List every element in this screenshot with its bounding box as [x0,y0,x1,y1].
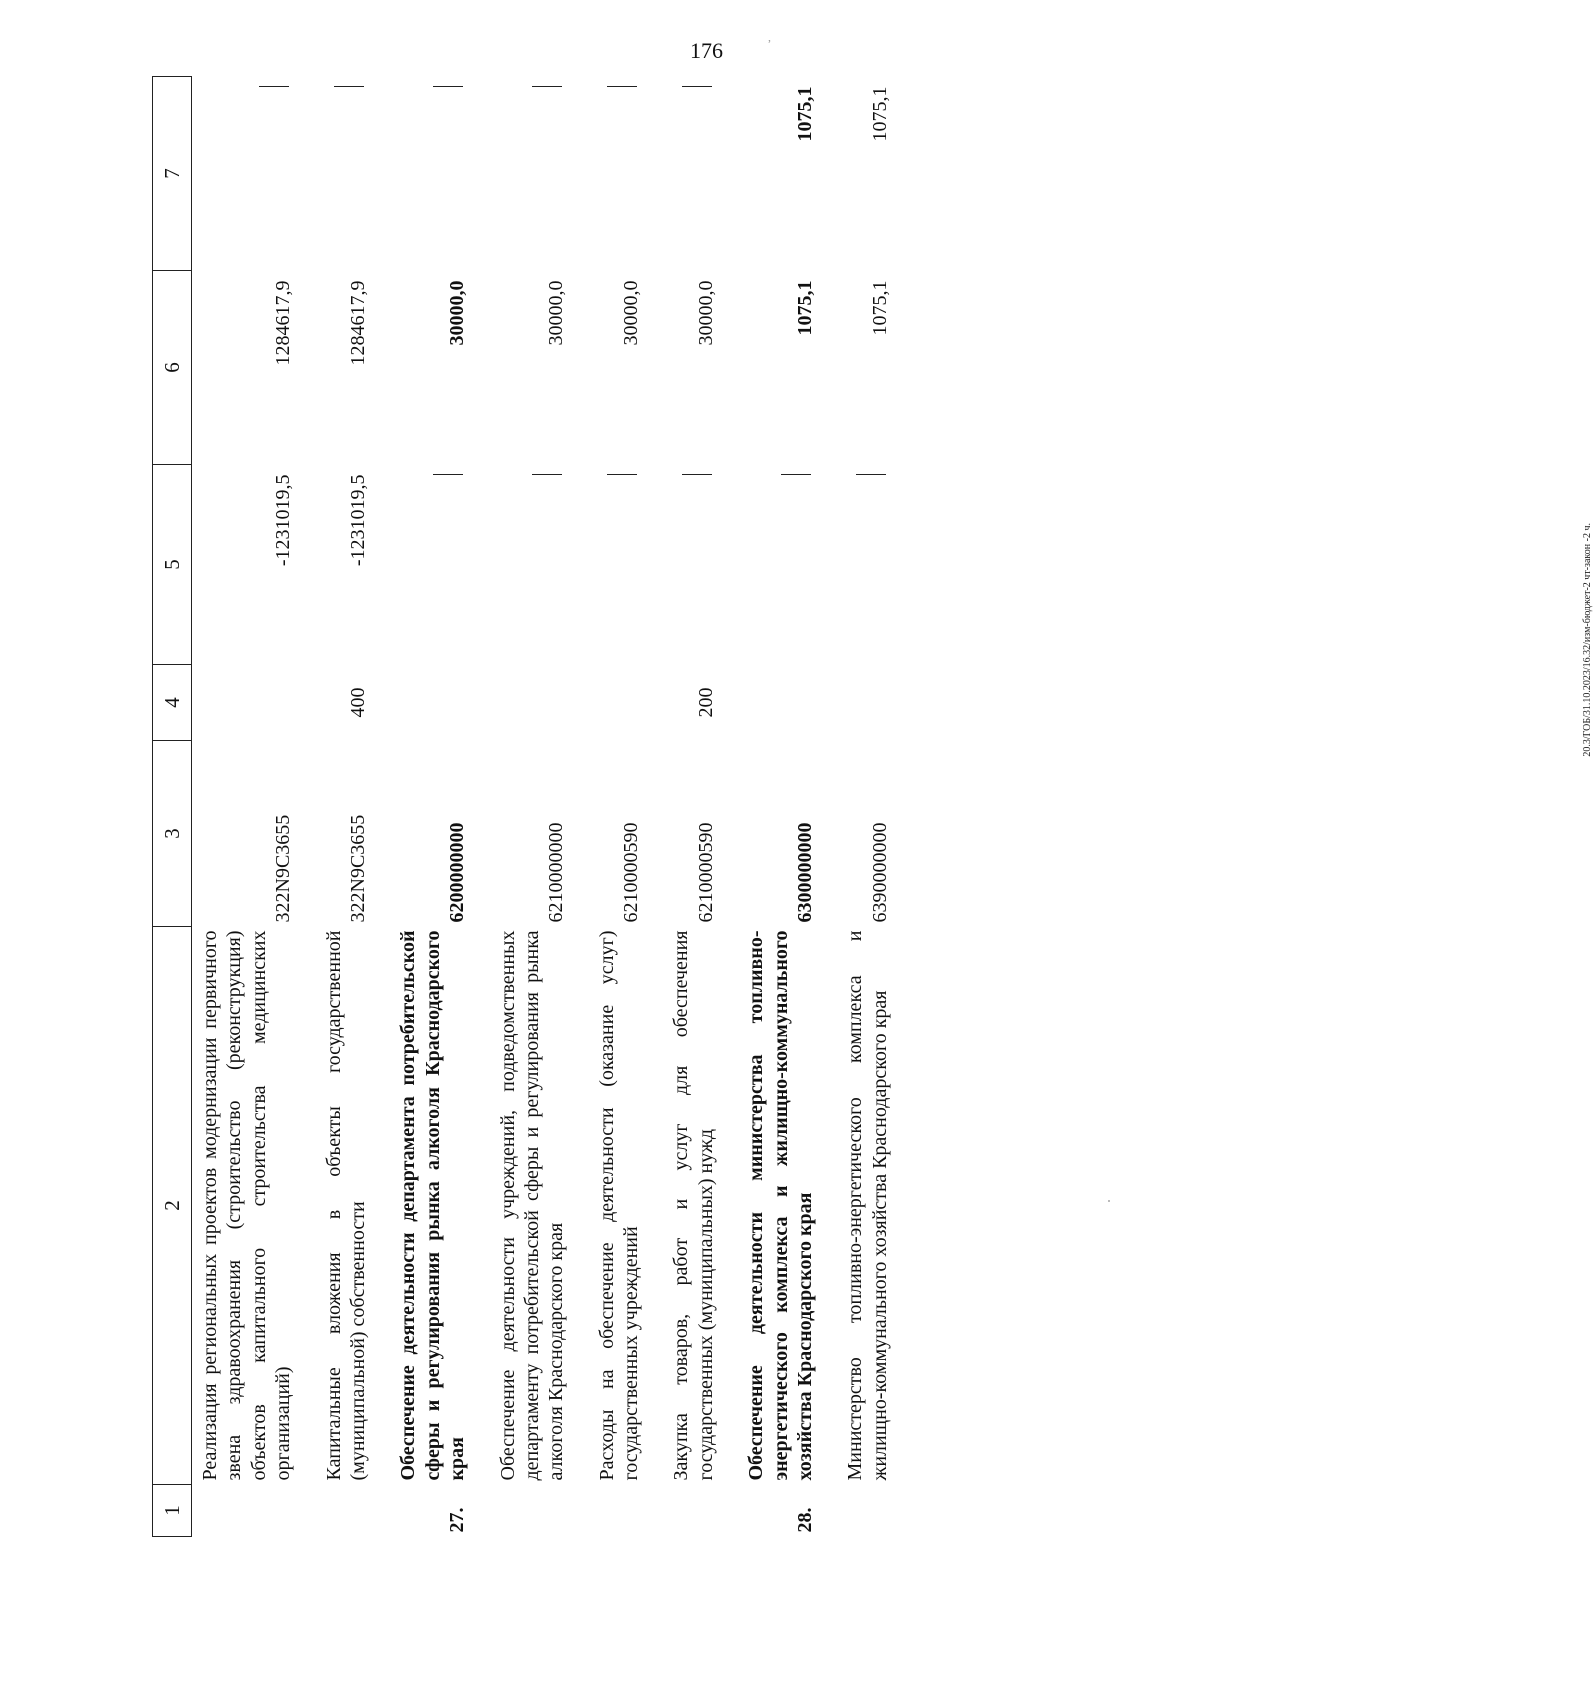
row-number [569,1485,644,1537]
row-col7-value [470,77,569,271]
table-row [569,77,644,1537]
row-expense-type [470,665,569,741]
row-code: 6390000000 [868,822,891,923]
row-col6-value: 30000,0 [446,280,469,346]
budget-table [152,76,892,1537]
row-name: Министерство топливно-энергетического комплекса и жилищно-коммунального хозяйства Краснодарского края [844,930,891,1481]
row-number [470,1485,569,1537]
header-cell-5: 5 [153,465,192,665]
row-number [192,1485,296,1537]
row-col7-value [296,77,371,271]
row-col7-value: 1075,1 [794,86,817,142]
row-col5-value [718,465,817,665]
row-col6-value: 30000,0 [694,280,717,346]
footer-code: 20.3/ГОБ/31.10.2023/16.32/изм-бюджет-2 чт-закон -2 ч. [1582,523,1593,757]
row-expense-type [192,665,296,741]
row-col6-value: 30000,0 [545,280,568,346]
row-expense-type [817,665,892,741]
table-header [153,77,192,1537]
table-row [718,77,817,1537]
row-col7-value [643,77,718,271]
row-name: Обеспечение деятельности департамента потребительской сферы и регулирования рынка алкоголя Краснодарского края [397,930,469,1481]
page-number: 176 [690,38,723,63]
dash-mark [433,87,463,88]
row-col5-value [470,465,569,665]
dash-mark [334,87,364,88]
table-row [370,77,469,1537]
row-code: 6200000000 [446,822,469,923]
row-name: Обеспечение деятельности министерства топливно-энергетического комплекса и жилищно-коммунального хозяйства Краснодарского края [745,930,817,1481]
rotated-page-content [152,77,1593,1537]
row-col6-value: 30000,0 [620,280,643,346]
row-number [296,1485,371,1537]
dash-mark [607,87,637,88]
row-expense-type: 200 [694,687,717,718]
row-code: 322N9C3655 [346,814,369,923]
row-name: Обеспечение деятельности учреждений, подведомственных департаменту потребительской сферы и регулирования рынка алкоголя Краснодарского края [496,930,568,1481]
dash-mark [532,87,562,88]
dash-mark [532,475,562,476]
table-row [643,77,718,1537]
row-col7-value: 1075,1 [868,86,891,142]
table-row [470,77,569,1537]
row-col6-value: 1075,1 [794,280,817,336]
row-col7-value [569,77,644,271]
dash-mark [781,475,811,476]
dash-mark [856,475,886,476]
row-expense-type: 400 [346,687,369,718]
table-row [817,77,892,1537]
dash-mark [433,475,463,476]
table-row [296,77,371,1537]
row-col5-value: -1231019,5 [272,474,295,567]
header-cell-1: 1 [153,1485,192,1537]
row-col5-value [569,465,644,665]
row-expense-type [718,665,817,741]
row-col5-value [817,465,892,665]
header-cell-3: 3 [153,741,192,927]
row-code: 6300000000 [794,822,817,923]
row-col5-value [370,465,469,665]
header-cell-2: 2 [153,927,192,1485]
row-name: Реализация региональных проектов модернизации первичного звена здравоохранения (строительство (реконструкция) объектов капитального строительства медицинских организаций) [199,930,295,1481]
row-col5-value: -1231019,5 [346,474,369,567]
row-number: 27. [446,1507,469,1533]
row-expense-type [370,665,469,741]
scan-dot [1108,1200,1110,1202]
row-col6-value: 1075,1 [868,280,891,336]
row-number: 28. [794,1507,817,1533]
table-body [192,77,893,1537]
dash-mark [607,475,637,476]
row-number [643,1485,718,1537]
header-cell-6: 6 [153,271,192,465]
row-col7-value [370,77,469,271]
row-code: 6210000000 [545,822,568,923]
row-col5-value [643,465,718,665]
dash-mark [682,87,712,88]
row-expense-type [569,665,644,741]
header-cell-7: 7 [153,77,192,271]
row-name: Капитальные вложения в объекты государственной (муниципальной) собственности [322,930,369,1481]
row-col6-value: 1284617,9 [272,280,295,366]
header-row [153,77,192,1537]
row-code: 6210000590 [620,822,643,923]
row-code: 6210000590 [694,822,717,923]
scan-mark: , [768,30,771,44]
row-name: Закупка товаров, работ и услуг для обеспечения государственных (муниципальных) нужд [670,930,717,1481]
row-number [817,1485,892,1537]
row-code: 322N9C3655 [272,814,295,923]
dash-mark [682,475,712,476]
table-row [192,77,296,1537]
header-cell-4: 4 [153,665,192,741]
row-name: Расходы на обеспечение деятельности (оказание услуг) государственных учреждений [595,930,643,1481]
row-col7-value [192,77,296,271]
row-col6-value: 1284617,9 [346,280,369,366]
dash-mark [259,87,289,88]
